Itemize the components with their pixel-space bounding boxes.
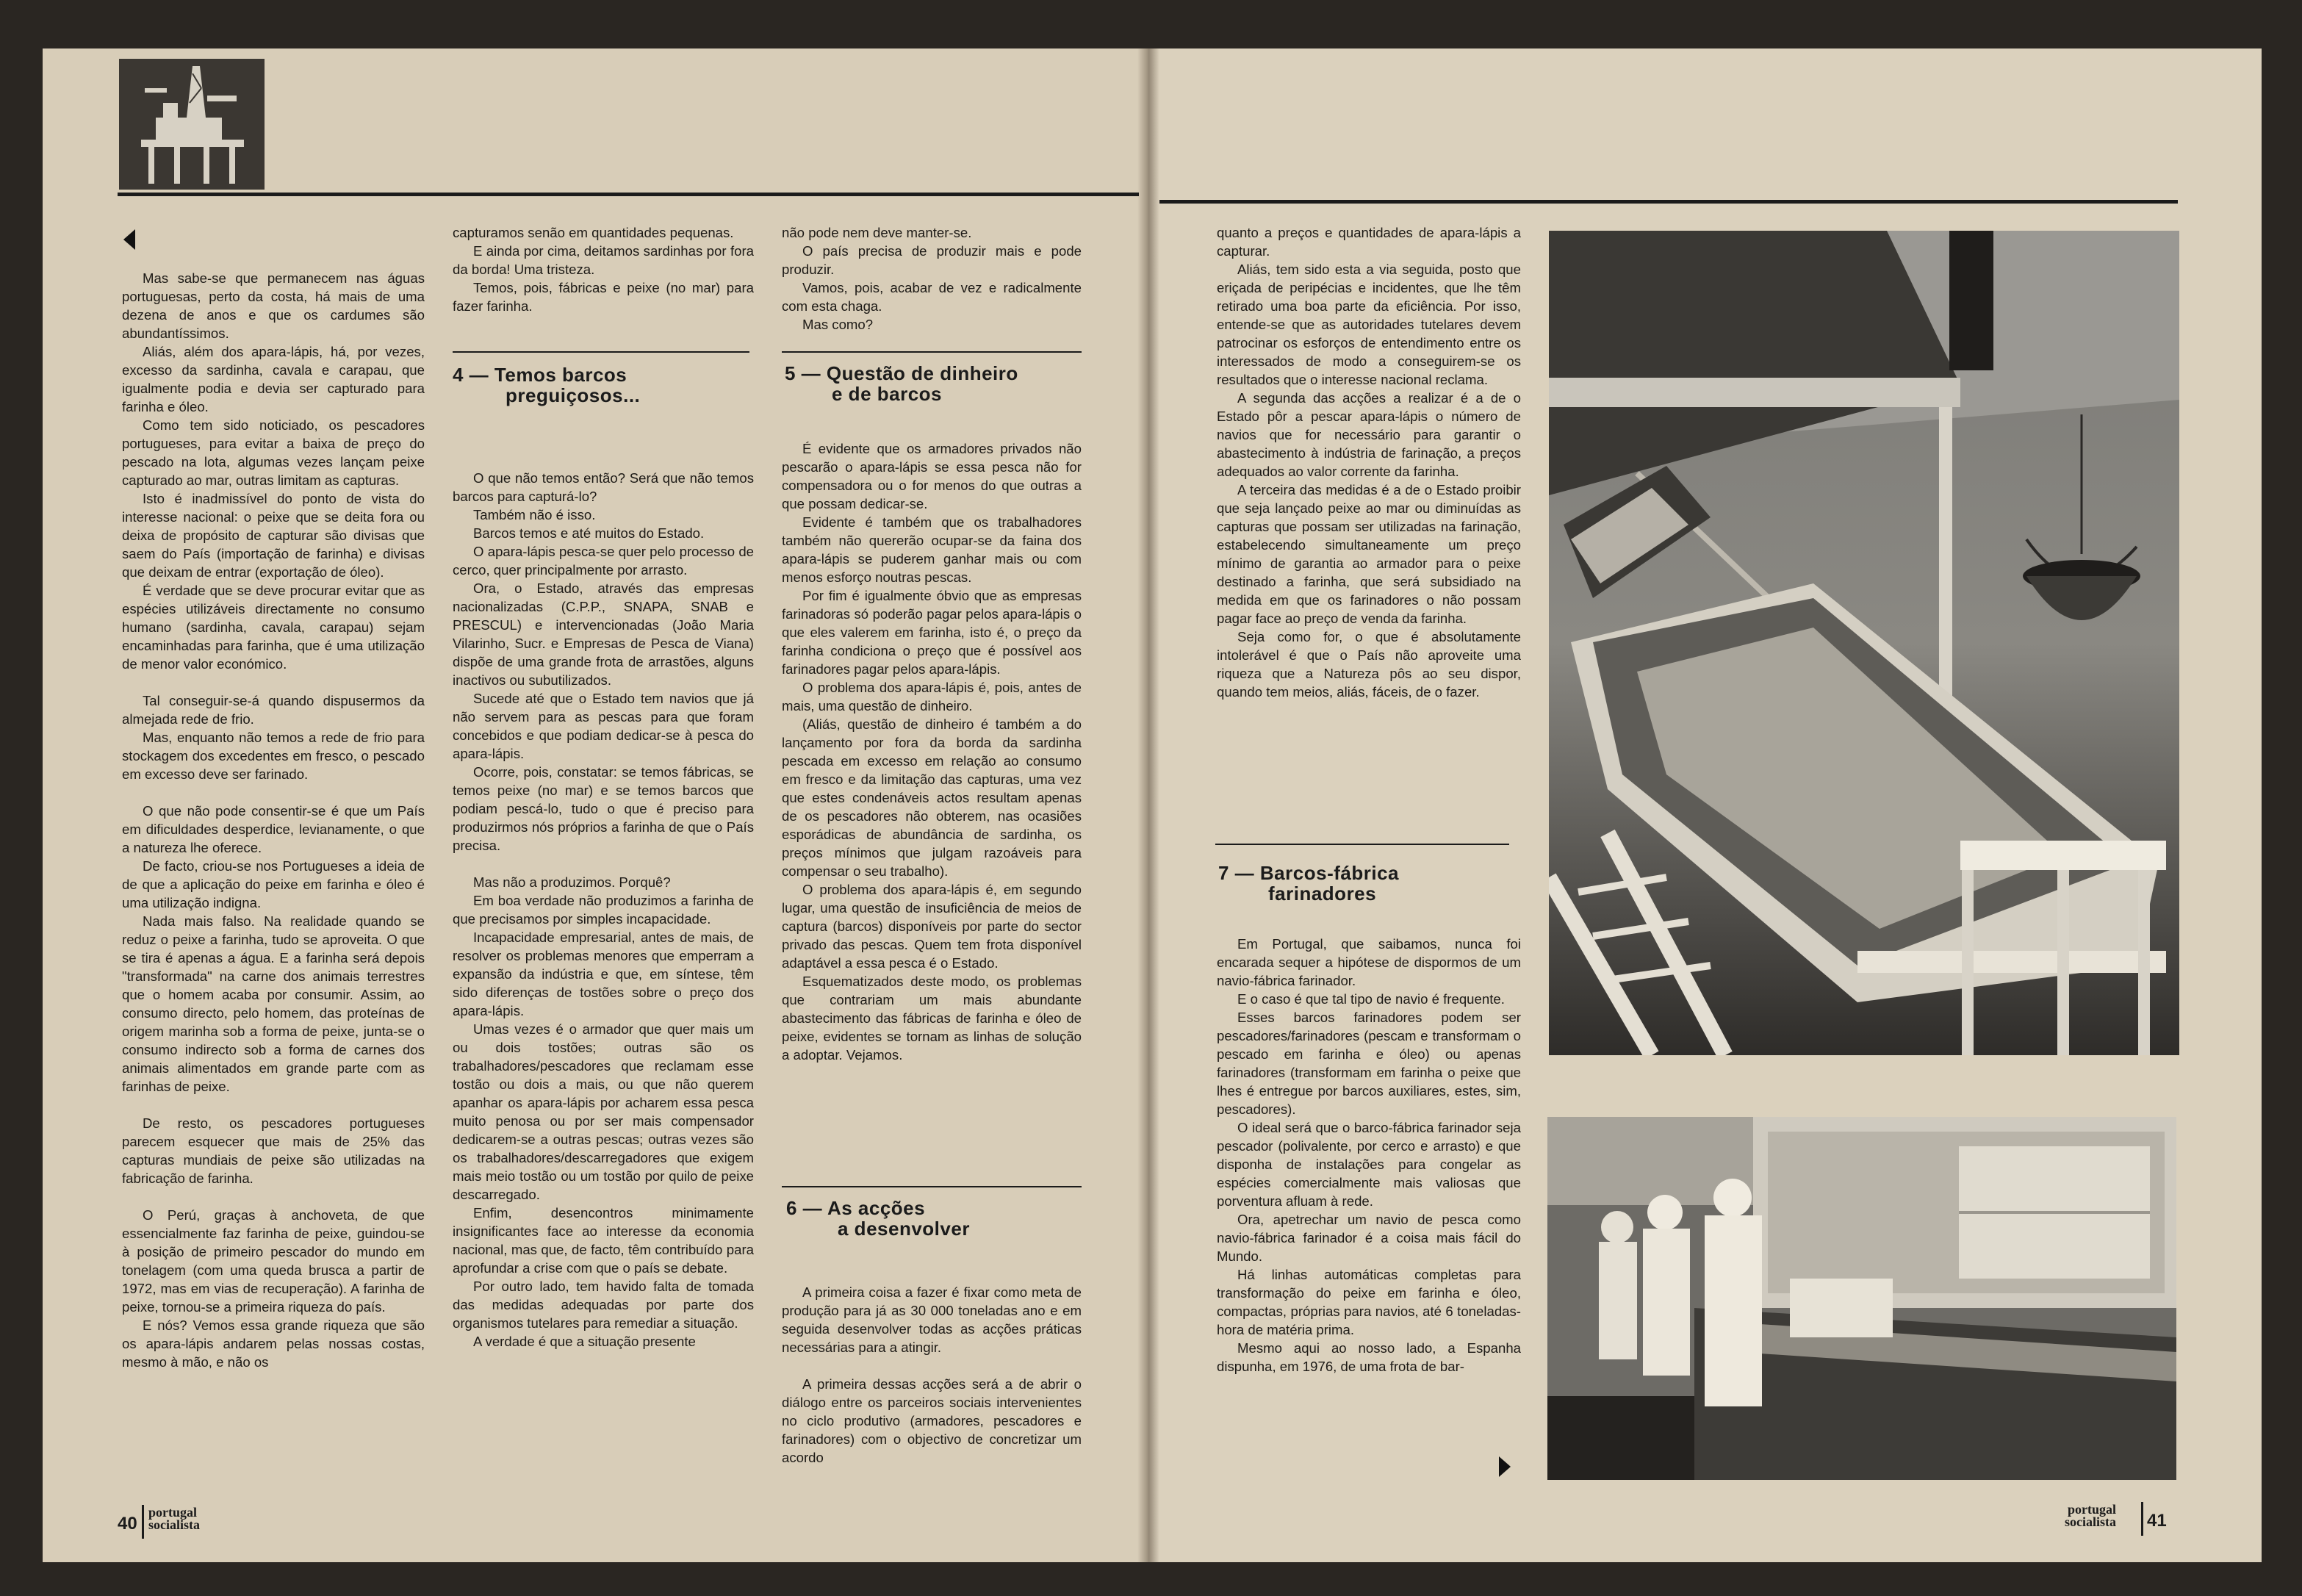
continued-arrow-icon (123, 229, 135, 250)
heading-line: preguiçosos... (506, 384, 641, 406)
paragraph: Esquematizados deste modo, os problemas que contrariam um mais abundante abastecimento das fábricas de farinha e óleo de peixe, evidentes se tornam as linhas de solução a adoptar. Vejamos. (782, 974, 1082, 1063)
paragraph: O problema dos apara-lápis é, em segundo lugar, uma questão de insuficiência de meios de captura (barcos) disponíveis por parte do sector privado das pescas. Quem tem frota disponível adaptável a essa pesca é o Estado. (782, 882, 1082, 971)
section-4-heading (453, 364, 754, 406)
brand-line: portugal (2067, 1502, 2116, 1517)
paragraph: Mas sabe-se que permanecem nas águas portuguesas, perto da costa, há mais de uma dezena de anos e que os cardumes são abundantíssimos. (122, 270, 425, 341)
page-gutter (1137, 48, 1159, 1562)
paragraph: (Aliás, questão de dinheiro é também a do lançamento por fora da borda da sardinha pescada em excesso em relação ao consumo em fresco e da limitação das capturas, uma vez que estes condenáveis actos resultam apenas de os pescadores não obterem, nas ocasiões esporádicas de abundância de sardinha, os preços mínimos que julgam razoáveis para compensar o seu trabalho). (782, 716, 1082, 879)
section-5-heading (785, 363, 1087, 404)
brand-line: socialista (2065, 1514, 2116, 1529)
paragraph: Umas vezes é o armador que quer mais um ou dois tostões; outras são os trabalhadores/pescadores que reclamam esse tostão ou dois a mais, ou que não querem apanhar os apara-lápis por acharem essa pesca muito penosa ou por ser mais compensador dedicarem-se a outras pescas; outras vezes são os trabalhadores/descarregadores que exigem mais meio tostão ou um tostão por quilo de peixe descarregado. (453, 1021, 754, 1202)
section-6-heading (786, 1198, 1087, 1239)
heading-line: a desenvolver (838, 1218, 970, 1240)
paragraph: De facto, criou-se nos Portugueses a ideia de de que a aplicação do peixe em farinha e óleo é uma utilização indigna. (122, 858, 425, 910)
brand-logo-left (148, 1506, 200, 1531)
paragraph: O apara-lápis pesca-se quer pelo processo de cerco, quer principalmente por arrasto. (453, 544, 754, 578)
text-column-2-top (453, 223, 754, 341)
paragraph: Mas, enquanto não temos a rede de frio para stockagem dos excedentes em fresco, o pescado em excesso deve ser farinado. (122, 730, 425, 782)
paragraph: Mesmo aqui ao nosso lado, a Espanha dispunha, em 1976, de uma frota de bar- (1217, 1340, 1521, 1374)
paragraph: O ideal será que o barco-fábrica farinador seja pescador (polivalente, por cerco e arrasto) e que disponha de instalações para congelar as espécies comercialmente mais valiosas que porventura afluam à rede. (1217, 1120, 1521, 1209)
paragraph: Há linhas automáticas completas para transformação do peixe em farinha e óleo, compactas, próprias para navios, até 6 toneladas-hora de matéria prima. (1217, 1267, 1521, 1337)
paragraph: não pode nem deve manter-se. (782, 225, 972, 240)
paragraph: Também não é isso. (473, 507, 596, 522)
paragraph: Ocorre, pois, constatar: se temos fábricas, se temos peixe (no mar) e se temos barcos que podiam pescá-lo, tudo o que é preciso para produzirmos nós próprios a farinha de que o País precisa. (453, 764, 754, 853)
paragraph: Como tem sido noticiado, os pescadores portugueses, para evitar a baixa de preço do pescado na lota, algumas vezes lançam peixe capturado ao mar, outras limitam as capturas. (122, 417, 425, 488)
section-5-rule (782, 351, 1082, 353)
header-rule-right (1159, 200, 2178, 204)
paragraph: Temos, pois, fábricas e peixe (no mar) para fazer farinha. (453, 280, 754, 314)
section-6-rule (782, 1186, 1082, 1187)
paragraph: A verdade é que a situação presente (473, 1334, 696, 1349)
paragraph: E o caso é que tal tipo de navio é frequente. (1237, 991, 1505, 1007)
paragraph: É verdade que se deve procurar evitar que as espécies utilizáveis directamente no consumo humano (sardinha, cavala, carapau) sejam encaminhadas para farinha, que é uma utilização de menor valor económico. (122, 583, 425, 672)
paragraph: Ora, apetrechar um navio de pesca como navio-fábrica farinador é a coisa mais fácil do Mundo. (1217, 1212, 1521, 1264)
text-column-4-bottom (1217, 935, 1521, 1420)
paragraph: quanto a preços e quantidades de apara-lápis a capturar. (1217, 225, 1521, 259)
paragraph: O problema dos apara-lápis é, pois, antes de mais, uma questão de dinheiro. (782, 680, 1082, 713)
paragraph: Por fim é igualmente óbvio que as empresas farinadoras só poderão pagar pelos apara-lápis o que eles valerem em farinha, isto é, o preço da farinha condiciona o preço que é possível aos farinadores pagar pelos apara-lápis. (782, 588, 1082, 677)
paragraph: Isto é inadmissível do ponto de vista do interesse nacional: o peixe que se deita fora ou deixa de propósito de capturar são divisas que saem do País (importação de farinha) e divisas que deixam de entrar (exportação de óleo). (122, 491, 425, 580)
paragraph: Em boa verdade não produzimos a farinha de que precisamos por simples incapacidade. (453, 893, 754, 927)
text-column-1 (122, 269, 425, 1489)
continues-arrow-icon (1499, 1456, 1511, 1477)
paragraph: De resto, os pescadores portugueses parecem esquecer que mais de 25% das capturas mundiais de peixe são utilizadas na fabricação de farinha. (122, 1115, 425, 1186)
paragraph: Por outro lado, tem havido falta de tomada das medidas adequadas por parte dos organismos tutelares para remediar a situação. (453, 1279, 754, 1331)
paragraph: O Perú, graças à anchoveta, de que essencialmente faz farinha de peixe, guindou-se à posição de primeiro pescador do mundo em tonelagem (com uma queda brusca a partir de 1972, mas em vias de recuperação). A farinha de peixe, tornou-se a primeira riqueza do país. (122, 1207, 425, 1315)
paragraph: Vamos, pois, acabar de vez e radicalmente com esta chaga. (782, 280, 1082, 314)
text-column-3-top (782, 223, 1082, 341)
heading-line: 4 — Temos barcos (453, 364, 627, 386)
paragraph: Sucede até que o Estado tem navios que já não servem para as pescas para que foram concebidos e que podiam dedicar-se à pesca do apara-lápis. (453, 691, 754, 761)
paragraph: Evidente é também que os trabalhadores também não quererão ocupar-se da faina dos apara-lápis se puderem ganhar mais ou com menos esforço noutras pescas. (782, 514, 1082, 585)
page-number-right: 41 (2147, 1511, 2167, 1531)
brand-line: portugal (148, 1505, 198, 1520)
paragraph: A primeira coisa a fazer é fixar como meta de produção para já as 30 000 toneladas ano e em seguida desenvolver todas as acções práticas necessárias para a atingir. (782, 1284, 1082, 1355)
paragraph: É evidente que os armadores privados não pescarão o apara-lápis se essa pesca não for compensadora ou o for menos do que outras a que possam dedicar-se. (782, 441, 1082, 511)
heading-line: e de barcos (832, 383, 943, 405)
paragraph: A primeira dessas acções será a de abrir o diálogo entre os parceiros sociais intervenientes no ciclo produtivo (armadores, pescadores e farinadores) com o objectivo de concretizar um acordo (782, 1376, 1082, 1465)
paragraph: Aliás, além dos apara-lápis, há, por vezes, excesso da sardinha, cavala e carapau, que igualmente podia e devia ser capturado para farinha e óleo. (122, 344, 425, 414)
paragraph: Esses barcos farinadores podem ser pescadores/farinadores (pescam e transformam o pescado em farinha e óleo) ou apenas farinadores (transformam em farinha o peixe que lhes é entregue por barcos auxiliares, estes, sim, pescadores). (1217, 1010, 1521, 1117)
paragraph: Incapacidade empresarial, antes de mais, de resolver os problemas menores que emperram a expansão da indústria e que, em síntese, têm sido diferenças de tostões sobre o preço dos apara-lápis. (453, 930, 754, 1018)
heading-line: 7 — Barcos-fábrica (1218, 862, 1399, 884)
paragraph: Tal conseguir-se-á quando dispusermos da almejada rede de frio. (122, 693, 425, 727)
page-number-left: 40 (118, 1514, 137, 1534)
paragraph: A segunda das acções a realizar é a de o Estado pôr a pescar apara-lápis o número de navios que for necessário para garantir o abastecimento à indústria de farinação, a preços adequados ao valor corrente da farinha. (1217, 390, 1521, 479)
photo-fish-conveyor (1549, 231, 2179, 1055)
text-column-4-top (1217, 223, 1521, 816)
heading-line: 5 — Questão de dinheiro (785, 362, 1018, 384)
paragraph: Seja como for, o que é absolutamente intolerável é que o País não aproveite uma riqueza que a Natureza pôs ao seu dispor, quando tem meios, aliás, fáceis, de o fazer. (1217, 629, 1521, 700)
section-7-heading (1218, 863, 1527, 904)
text-column-3-bottom (782, 1283, 1082, 1489)
header-illustration (119, 59, 265, 190)
brand-divider (142, 1505, 144, 1539)
section-7-rule (1215, 844, 1509, 845)
brand-logo-right (2065, 1503, 2116, 1528)
paragraph: A terceira das medidas é a de o Estado proibir que seja lançado peixe ao mar ou diminuídas as capturas que possam ser utilizadas na farinação, estabelecendo simultaneamente um preço mínimo de garantia ao armador para o peixe destinado a farinha, que será subsidiado na medida em que os farinadores o não possam pagar face ao preço de venda da farinha. (1217, 482, 1521, 626)
paragraph: Barcos temos e até muitos do Estado. (473, 525, 705, 541)
paragraph: Mas não a produzimos. Porquê? (473, 874, 671, 890)
paragraph: E nós? Vemos essa grande riqueza que são os apara-lápis andarem pelas nossas costas, mesmo à mão, e não os (122, 1318, 425, 1370)
text-column-3-mid (782, 439, 1082, 1174)
paragraph: capturamos senão em quantidades pequenas. (453, 225, 734, 240)
paragraph: Mas como? (802, 317, 874, 332)
paragraph: Enfim, desencontros minimamente insignificantes face ao interesse da economia nacional, mas que, de facto, têm contribuído para aprofundar a crise com que o país se debate. (453, 1205, 754, 1276)
brand-divider (2141, 1502, 2143, 1536)
brand-line: socialista (148, 1517, 200, 1532)
paragraph: O país precisa de produzir mais e pode produzir. (782, 243, 1082, 277)
paragraph: Aliás, tem sido esta a via seguida, posto que eriçada de peripécias e incidentes, que lhe têm retirado uma boa parte da eficiência. Por isso, entende-se que as autoridades tutelares devem patrocinar os esforços de entendimento entre os interessados de modo a conseguirem-se os resultados que o interesse nacional reclama. (1217, 262, 1521, 387)
paragraph: Em Portugal, que saibamos, nunca foi encarada sequer a hipótese de dispormos de um navio-fábrica farinador. (1217, 936, 1521, 988)
photo-factory-workers (1547, 1117, 2176, 1480)
text-column-2-bottom (453, 469, 754, 1490)
paragraph: Ora, o Estado, através das empresas nacionalizadas (C.P.P., SNAPA, SNAB e PRESCUL) e intervencionadas (João Maria Vilarinho, Sucr. e Empresas de Pesca de Viana) dispõe de uma grande frota de arrastões, alguns inactivos ou subutilizados. (453, 580, 754, 688)
heading-line: 6 — As acções (786, 1197, 926, 1219)
paragraph: O que não pode consentir-se é que um País em dificuldades desperdice, levianamente, o que a natureza lhe oferece. (122, 803, 425, 855)
heading-line: farinadores (1268, 883, 1377, 905)
header-rule-left (118, 193, 1139, 196)
paragraph: Nada mais falso. Na realidade quando se reduz o peixe a farinha, tudo se aproveita. O que se tira é apenas a água. E a farinha será depois "transformada" na carne dos animais terrestres que o homem acaba por consumir. Assim, ao consumo directo, pelo homem, das proteínas de origem marinha sob a forma de peixe, junta-se o consumo indirecto sob a forma de carnes dos animais alimentados em grande parte com as farinhas de peixe. (122, 913, 425, 1094)
section-4-rule (453, 351, 749, 353)
paragraph: E ainda por cima, deitamos sardinhas por fora da borda! Uma tristeza. (453, 243, 754, 277)
paragraph: O que não temos então? Será que não temos barcos para capturá-lo? (453, 470, 754, 504)
